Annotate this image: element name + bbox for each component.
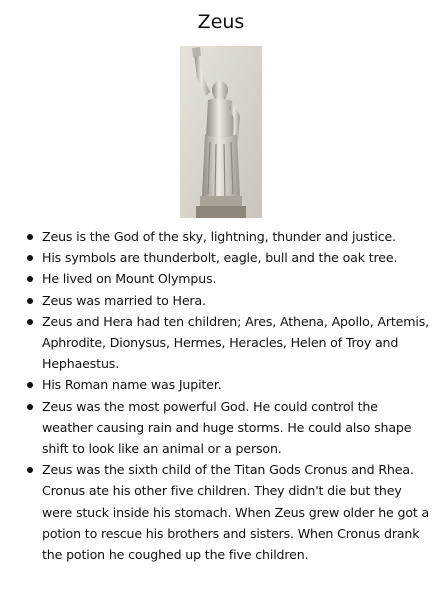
fact-item: His Roman name was Jupiter. [22, 374, 432, 395]
zeus-statue-image [180, 46, 262, 218]
fact-item: Zeus was the most powerful God. He could control the weather causing rain and huge storms. He could also shape shift to look like an animal or a person. [22, 396, 432, 460]
fact-item: Zeus and Hera had ten children; Ares, Athena, Apollo, Artemis, Aphrodite, Dionysus, Hermes, Heracles, Helen of Troy and Hephaestus. [22, 311, 432, 375]
fact-item: He lived on Mount Olympus. [22, 268, 432, 289]
fact-item: Zeus was married to Hera. [22, 290, 432, 311]
fact-item: His symbols are thunderbolt, eagle, bull and the oak tree. [22, 247, 432, 268]
page-title: Zeus [197, 11, 245, 33]
facts-list [22, 226, 432, 565]
fact-item: Zeus was the sixth child of the Titan Gods Cronus and Rhea. Cronus ate his other five children. They didn't die but they were stuck inside his stomach. When Zeus grew older he got a potion to rescue his brothers and sisters. When Cronus drank the potion he coughed up the five children. [22, 459, 432, 565]
fact-item: Zeus is the God of the sky, lightning, thunder and justice. [22, 226, 432, 247]
